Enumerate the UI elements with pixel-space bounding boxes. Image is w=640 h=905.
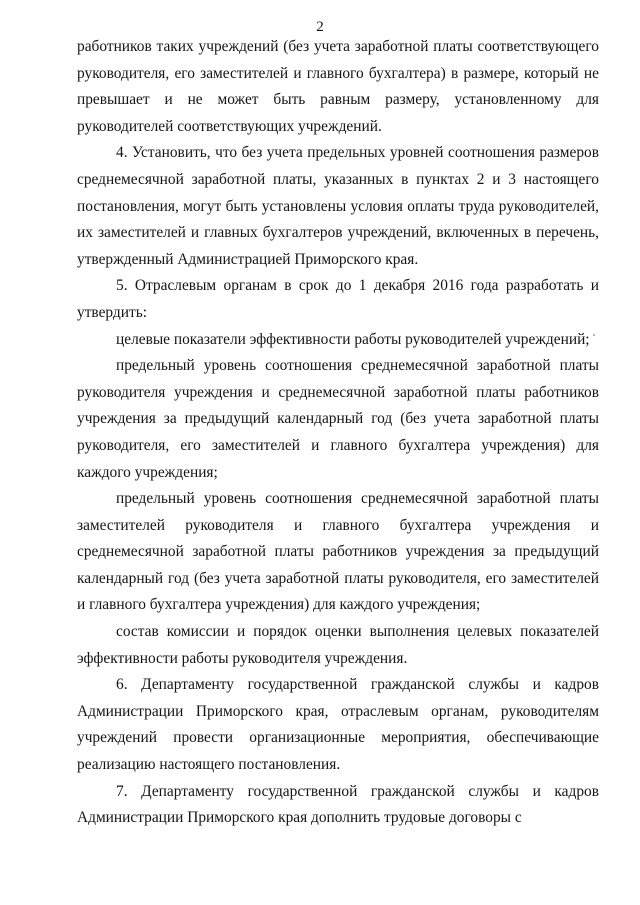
paragraph-item-7: 7. Департаменту государственной гражданской службы и кадров Администрации Приморского края дополнить трудовые договоры с: [77, 782, 599, 827]
document-body: [77, 34, 599, 832]
paragraph-item-5-deputy-salary-ratio: предельный уровень соотношения среднемесячной заработной платы заместителей руководителя и главного бухгалтера учреждения и среднемесячной заработной платы работников учреждения за предыдущий календарный год (без учета заработной платы руководителя, его заместителей и главного бухгалтера учреждения) для каждого учреждения;: [77, 490, 599, 614]
paragraph-continuation: работников таких учреждений (без учета заработной платы соответствующего руководителя, его заместителей и главного бухгалтера) в размере, который не превышает и не может быть равным размеру, установленному для руководителей соответствующих учреждений.: [77, 38, 599, 135]
paragraph-item-5: 5. Отраслевым органам в срок до 1 декабря 2016 года разработать и утвердить:: [77, 277, 599, 321]
paragraph-item-5-target-indicators: целевые показатели эффективности работы руководителей учреждений;: [116, 330, 590, 348]
paragraph-item-4: 4. Установить, что без учета предельных уровней соотношения размеров среднемесячной заработной платы, указанных в пунктах 2 и 3 настоящего постановления, могут быть установлены условия оплаты труда руководителей, их заместителей и главных бухгалтеров учреждений, включенных в перечень, утвержденный Администрацией Приморского края.: [77, 144, 599, 268]
paragraph-item-5-commission: состав комиссии и порядок оценки выполнения целевых показателей эффективности работы руководителя учреждения.: [77, 623, 599, 667]
page-number: 2: [316, 19, 324, 35]
paragraph-item-6: 6. Департаменту государственной гражданской службы и кадров Администрации Приморского края, отраслевым органам, руководителям учреждений провести организационные мероприятия, обеспечивающие реализацию настоящего постановления.: [77, 676, 599, 774]
scan-speck: [593, 334, 595, 336]
paragraph-item-5-head-salary-ratio: предельный уровень соотношения среднемесячной заработной платы руководителя учреждения и среднемесячной заработной платы работников учреждения за предыдущий календарный год (без учета заработной платы руководителя, его заместителей и главного бухгалтера учреждения) для каждого учреждения;: [77, 357, 599, 481]
